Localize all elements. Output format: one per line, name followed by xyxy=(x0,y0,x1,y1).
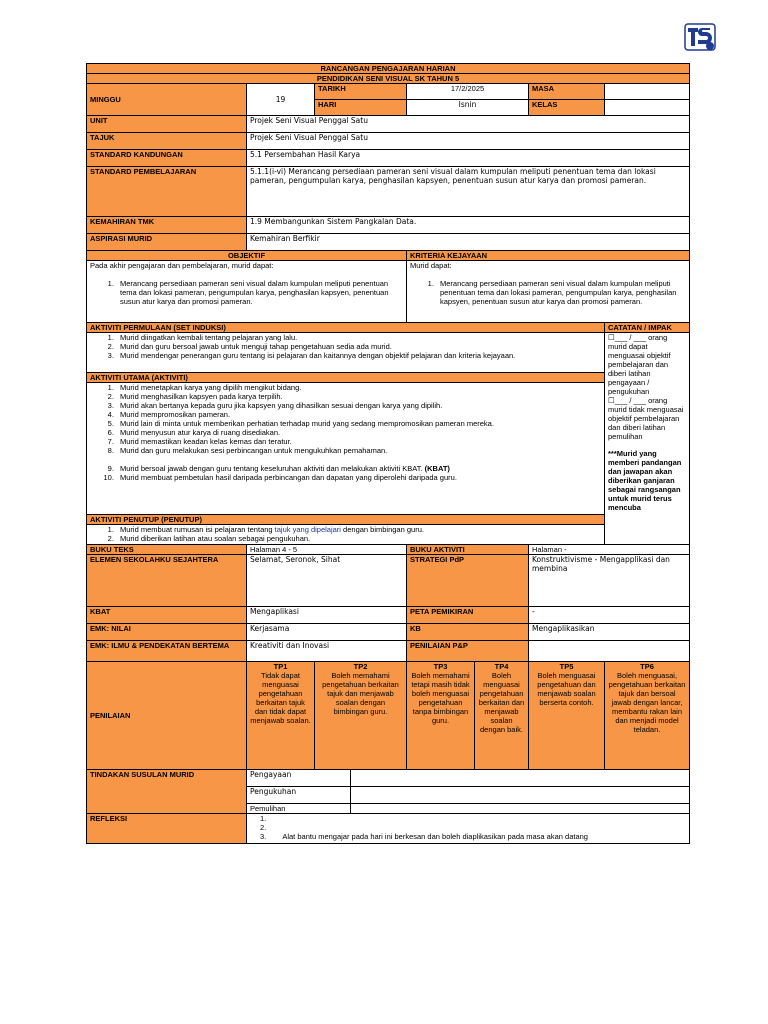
objektif-item: 1. Merancang persediaan pameran seni visual dalam kumpulan meliputi penentuan tema dan lokasi pameran, pengumpulan karya, penghasilan kapsyen, penentuan susun atur karya dan promosi pameran. xyxy=(116,279,403,306)
kriteria-content xyxy=(407,261,690,323)
unit-label: UNIT xyxy=(87,116,247,133)
kemahiran-tmk-value: 1.9 Membangunkan Sistem Pangkalan Data. xyxy=(247,217,690,234)
standard-pembelajaran-value: 5.1.1(i-vi) Merancang persediaan pameran seni visual dalam kumpulan meliputi penentuan tema dan lokasi pameran, pengumpulan karya, penghasilan kapsyen, penentuan susun atur karya dan promosi pameran. xyxy=(247,167,690,217)
nilai-value: Kerjasama xyxy=(247,624,407,641)
utama-item: 7. Murid memastikan keadan kelas kemas dan teratur. xyxy=(116,437,601,446)
hari-label: HARI xyxy=(315,100,407,116)
utama-content xyxy=(87,383,605,515)
aspirasi-murid-value: Kemahiran Berfikir xyxy=(247,234,690,251)
penutup-item: 1. Murid membuat rumusan isi pelajaran tentang tajuk yang dipelajari dengan bimbingan guru. xyxy=(116,525,601,534)
buku-aktiviti-label: BUKU AKTIVITI xyxy=(407,545,529,555)
kbat-label: KBAT xyxy=(87,607,247,624)
utama-item: 2. Murid menghasilkan kapsyen pada karya terpilih. xyxy=(116,392,601,401)
tp3-cell: TP3 Boleh memahami tetapi masih tidak boleh menguasai pengetahuan tanpa bimbingan guru. xyxy=(407,662,475,770)
penutup-label: AKTIVITI PENUTUP (PENUTUP) xyxy=(87,515,605,525)
pengayaan-value xyxy=(351,770,690,787)
elemen-value: Selamat, Seronok, Sihat xyxy=(247,555,407,607)
masa-label: MASA xyxy=(529,84,605,100)
utama-item: 4. Murid mempromosikan pameran. xyxy=(116,410,601,419)
ilmu-label: EMK: ILMU & PENDEKATAN BERTEMA xyxy=(87,641,247,662)
pemulihan-label: Pemulihan xyxy=(247,804,351,814)
standard-kandungan-value: 5.1 Persembahan Hasil Karya xyxy=(247,150,690,167)
ts25-logo-icon xyxy=(684,20,716,52)
utama-item: 10. Murid membuat pembetulan hasil daripada perbincangan dan dapatan yang diperolehi daripada guru. xyxy=(116,473,601,482)
doc-title: RANCANGAN PENGAJARAN HARIAN xyxy=(87,64,690,74)
utama-item: 9. Murid bersoal jawab dengan guru tentang keseluruhan aktiviti dan melakukan aktiviti KBAT. (KBAT) xyxy=(116,464,601,473)
catatan-content xyxy=(605,333,690,545)
kb-value: Mengaplikasikan xyxy=(529,624,690,641)
minggu-value: 19 xyxy=(247,84,315,116)
refleksi-content xyxy=(247,814,690,844)
utama-item: 6. Murid menyusun atur karya di ruang disediakan. xyxy=(116,428,601,437)
refleksi-label: REFLEKSI xyxy=(87,814,247,844)
strategi-value: Konstruktivisme - Mengapplikasi dan membina xyxy=(529,555,690,607)
buku-teks-value: Halaman 4 - 5 xyxy=(247,545,407,555)
tarikh-label: TARIKH xyxy=(315,84,407,100)
catatan-note: ***Murid yang memberi pandangan dan jawapan akan diberikan ganjaran sebagai rangsangan untuk murid terus mencuba xyxy=(608,449,682,512)
catatan-label: CATATAN / IMPAK xyxy=(605,323,690,333)
permulaan-item: 2. Murid dan guru bersoal jawab untuk menguji tahap pengetahuan sedia ada murid. xyxy=(116,342,601,351)
tp4-cell: TP4 Boleh menguasai pengetahuan berkaitan dan menjawab soalan dengan baik. xyxy=(475,662,529,770)
nilai-label: EMK: NILAI xyxy=(87,624,247,641)
kemahiran-tmk-label: KEMAHIRAN TMK xyxy=(87,217,247,234)
permulaan-label: AKTIVITI PERMULAAN (SET INDUKSI) xyxy=(87,323,605,333)
objektif-content xyxy=(87,261,407,323)
catatan-tidak-kuasai: ☐___ / ___ orang murid tidak menguasai objektif pembelajaran dan diberi latihan pemulihan xyxy=(608,396,684,441)
penutup-item: 2. Murid diberikan latihan atau soalan sebagai pengukuhan. xyxy=(116,534,601,543)
aspirasi-murid-label: ASPIRASI MURID xyxy=(87,234,247,251)
tajuk-label: TAJUK xyxy=(87,133,247,150)
peta-value: - xyxy=(529,607,690,624)
utama-item: 5. Murid lain di minta untuk memberikan perhatian terhadap murid yang sedang mempromosikan pameran mereka. xyxy=(116,419,601,428)
utama-item: 3. Murid akan bertanya kepada guru jika kapsyen yang dihasilkan sesuai dengan karya yang dipilih. xyxy=(116,401,601,410)
standard-pembelajaran-label: STANDARD PEMBELAJARAN xyxy=(87,167,247,217)
kriteria-label: KRITERIA KEJAYAAN xyxy=(407,251,690,261)
elemen-label: ELEMEN SEKOLAHKU SEJAHTERA xyxy=(87,555,247,607)
standard-kandungan-label: STANDARD KANDUNGAN xyxy=(87,150,247,167)
tindakan-label: TINDAKAN SUSULAN MURID xyxy=(87,770,247,814)
buku-aktiviti-value: Halaman - xyxy=(529,545,690,555)
unit-value: Projek Seni Visual Penggal Satu xyxy=(247,116,690,133)
catatan-kuasai: ☐___ / ___ orang murid dapat menguasai objektif pembelajaran dan diberi latihan pengayaan / pengukuhan xyxy=(608,333,671,396)
penilaian-pdp-value xyxy=(529,641,690,662)
pengukuhan-label: Pengukuhan xyxy=(247,787,351,804)
tarikh-value: 17/2/2025 xyxy=(407,84,529,100)
permulaan-item: 3. Murid mendengar penerangan guru tentang isi pelajaran dan kaitannya dengan objektif pelajaran dan kriteria kejayaan. xyxy=(116,351,601,360)
kelas-label: KELAS xyxy=(529,100,605,116)
ilmu-value: Kreativiti dan Inovasi xyxy=(247,641,407,662)
peta-label: PETA PEMIKIRAN xyxy=(407,607,529,624)
utama-label: AKTIVITI UTAMA (AKTIVITI) xyxy=(87,373,605,383)
objektif-intro: Pada akhir pengajaran dan pembelajaran, murid dapat: xyxy=(90,261,274,270)
masa-value xyxy=(605,84,690,100)
tp2-cell: TP2 Boleh memahami pengetahuan berkaitan tajuk dan menjawab soalan dengan bimbingan guru. xyxy=(315,662,407,770)
penutup-content xyxy=(87,525,605,545)
objektif-label: OBJEKTIF xyxy=(87,251,407,261)
tp5-cell: TP5 Boleh menguasai pengetahuan dan menjawab soalan berserta contoh. xyxy=(529,662,605,770)
refleksi-item: 3. Alat bantu mengajar pada hari ini berkesan dan boleh diaplikasikan pada masa akan datang xyxy=(256,832,686,841)
refleksi-item xyxy=(256,814,686,823)
kb-label: KB xyxy=(407,624,529,641)
kbat-value: Mengaplikasi xyxy=(247,607,407,624)
tp1-cell: TP1 Tidak dapat menguasai pengetahuan berkaitan tajuk dan tidak dapat menjawab soalan. xyxy=(247,662,315,770)
penilaian-label: PENILAIAN xyxy=(87,662,247,770)
kriteria-item: 1. Merancang persediaan pameran seni visual dalam kumpulan meliputi penentuan tema dan lokasi pameran, pengumpulan karya, penghasilan kapsyen, penentuan susun atur karya dan promosi pameran. xyxy=(436,279,686,306)
doc-subtitle: PENDIDIKAN SENI VISUAL SK TAHUN 5 xyxy=(87,74,690,84)
kriteria-intro: Murid dapat: xyxy=(410,261,452,270)
strategi-label: STRATEGI PdP xyxy=(407,555,529,607)
buku-teks-label: BUKU TEKS xyxy=(87,545,247,555)
penilaian-pdp-label: PENILAIAN P&P xyxy=(407,641,529,662)
tajuk-value: Projek Seni Visual Penggal Satu xyxy=(247,133,690,150)
utama-item: 8. Murid dan guru melakukan sesi perbincangan untuk mengukuhkan pemahaman. xyxy=(116,446,601,455)
pengukuhan-value xyxy=(351,787,690,804)
minggu-label: MINGGU xyxy=(87,84,247,116)
refleksi-item xyxy=(256,823,686,832)
pengayaan-label: Pengayaan xyxy=(247,770,351,787)
tp6-cell: TP6 Boleh menguasai, pengetahuan berkaitan tajuk dan bersoal jawab dengan lancar, membantu rakan lain dan menjadi model teladan. xyxy=(605,662,690,770)
kelas-value xyxy=(605,100,690,116)
hari-value: Isnin xyxy=(407,100,529,116)
pemulihan-value xyxy=(351,804,690,814)
rph-table xyxy=(86,63,690,844)
utama-item: 1. Murid menetapkan karya yang dipilih mengikut bidang. xyxy=(116,383,601,392)
permulaan-item: 1. Murid diingatkan kembali tentang pelajaran yang lalu. xyxy=(116,333,601,342)
permulaan-content xyxy=(87,333,605,373)
